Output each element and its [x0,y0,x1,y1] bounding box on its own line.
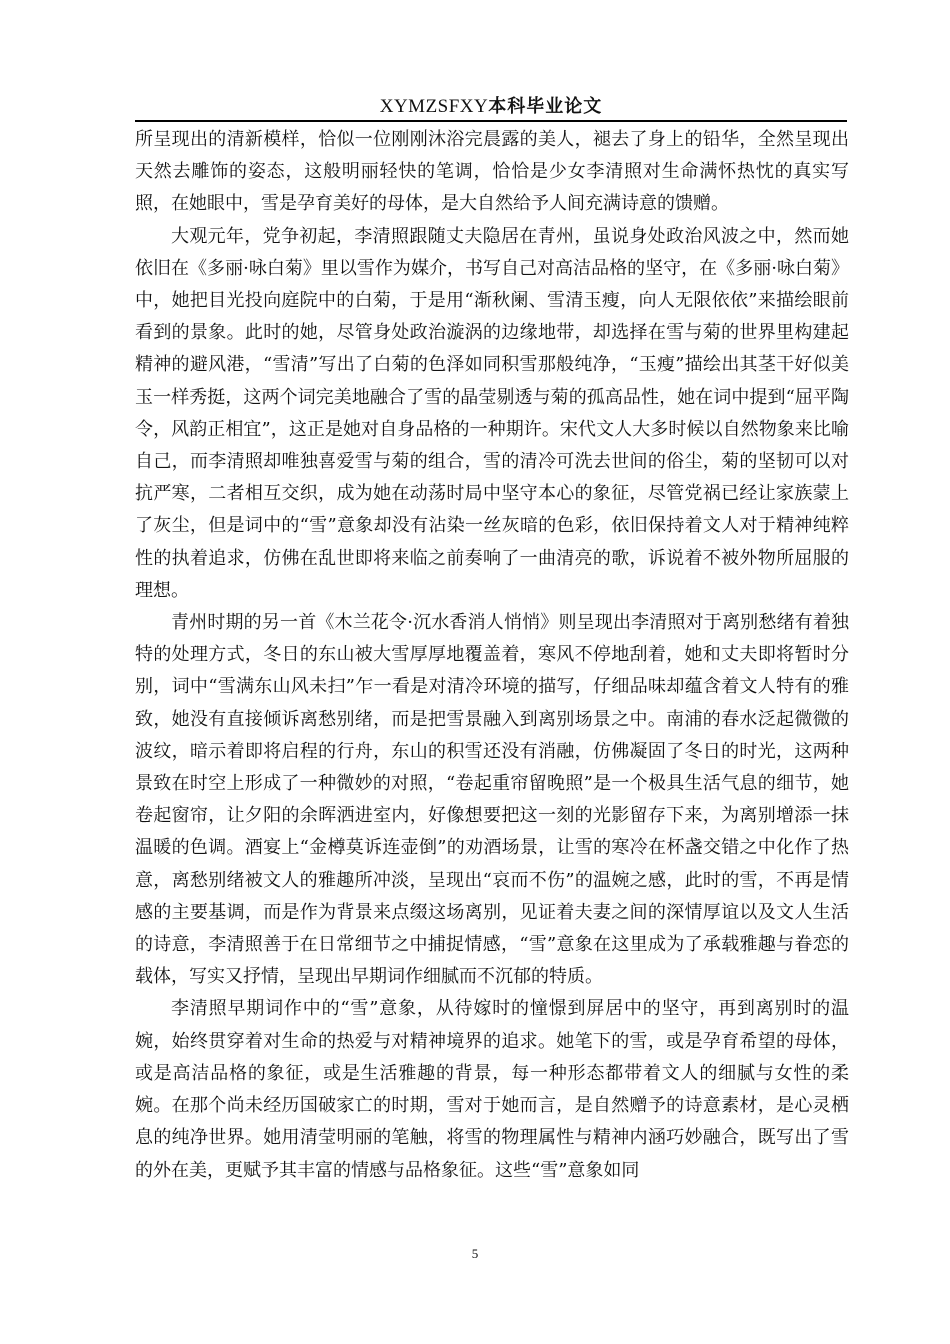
paragraph-summary: 李清照早期词作中的“雪”意象，从待嫁时的憧憬到屏居中的坚守，再到离别时的温婉，始终贯穿着对生命的热爱与对精神境界的追求。她笔下的雪，或是孕育希望的母体，或是高洁品格的象征，或是生活雅趣的背景，每一种形态都带着文人的细腻与女性的柔婉。在那个尚未经历国破家亡的时期，雪对于她而言，是自然赠予的诗意素材，是心灵栖息的纯净世界。她用清莹明丽的笔触，将雪的物理属性与精神内涵巧妙融合，既写出了雪的外在美，更赋予其丰富的情感与品格象征。这些“雪”意象如同 [135,998,849,1181]
paragraph-daguan: 大观元年，党争初起，李清照跟随丈夫隐居在青州，虽说身处政治风波之中，然而她依旧在《多丽·咏白菊》里以雪作为媒介，书写自己对高洁品格的坚守，在《多丽·咏白菊》中，她把目光投向庭院中的白菊，于是用“渐秋阑、雪清玉瘦，向人无限依依”来描绘眼前看到的景象。此时的她，尽管身处政治漩涡的边缘地带，却选择在雪与菊的世界里构建起精神的避风港，“雪清”写出了白菊的色泽如同积雪那般纯净，“玉瘦”描绘出其茎干好似美玉一样秀挺，这两个词完美地融合了雪的晶莹剔透与菊的孤高品性，她在词中提到“屈平陶令，风韵正相宜”，这正是她对自身品格的一种期许。宋代文人大多时候以自然物象来比喻自己，而李清照却唯独喜爱雪与菊的组合，雪的清冷可洗去世间的俗尘，菊的坚韧可以对抗严寒，二者相互交织，成为她在动荡时局中坚守本心的象征，尽管党祸已经让家族蒙上了灰尘，但是词中的“雪”意象却没有沾染一丝灰暗的色彩，依旧保持着文人对于精神纯粹性的执着追求，仿佛在乱世即将来临之前奏响了一曲清亮的歌，诉说着不被外物所屈服的理想。 [135,225,849,601]
page-number: 5 [471,1246,479,1261]
paragraph-qingzhou: 青州时期的另一首《木兰花令·沉水香消人悄悄》则呈现出李清照对于离别愁绪有着独特的处理方式，冬日的东山被大雪厚厚地覆盖着，寒风不停地刮着，她和丈夫即将暂时分别，词中“雪满东山风未扫”乍一看是对清冷环境的描写，仔细品味却蕴含着文人特有的雅致，她没有直接倾诉离愁别绪，而是把雪景融入到离别场景之中。南浦的春水泛起微微的波纹，暗示着即将启程的行舟，东山的积雪还没有消融，仿佛凝固了冬日的时光，这两种景致在时空上形成了一种微妙的对照，“卷起重帘留晚照”是一个极具生活气息的细节，她卷起窗帘，让夕阳的余晖洒进室内，好像想要把这一刻的光影留存下来，为离别增添一抹温暖的色调。酒宴上“金樽莫诉连壶倒”的劝酒场景，让雪的寒冷在杯盏交错之中化作了热意，离愁别绪被文人的雅趣所冲淡，呈现出“哀而不伤”的温婉之感，此时的雪，不再是情感的主要基调，而是作为背景来点缀这场离别，见证着夫妻之间的深情厚谊以及文人生活的诗意，李清照善于在日常细节之中捕捉情感，“雪”意象在这里成为了承载雅趣与眷恋的载体，写实又抒情，呈现出早期词作细腻而不沉郁的特质。 [135,612,849,988]
header-title: 本科毕业论文 [488,96,603,117]
paragraph-continuation: 所呈现出的清新模样，恰似一位刚刚沐浴完晨露的美人，褪去了身上的铅华，全然呈现出天然去雕饰的姿态，这般明丽轻快的笔调，恰恰是少女李清照对生命满怀热忱的真实写照，在她眼中，雪是孕育美好的母体，是大自然给予人间充满诗意的馈赠。 [135,129,849,215]
page-header [135,92,847,122]
header-prefix: XYMZSFXY [379,96,489,117]
document-body [135,124,849,1187]
